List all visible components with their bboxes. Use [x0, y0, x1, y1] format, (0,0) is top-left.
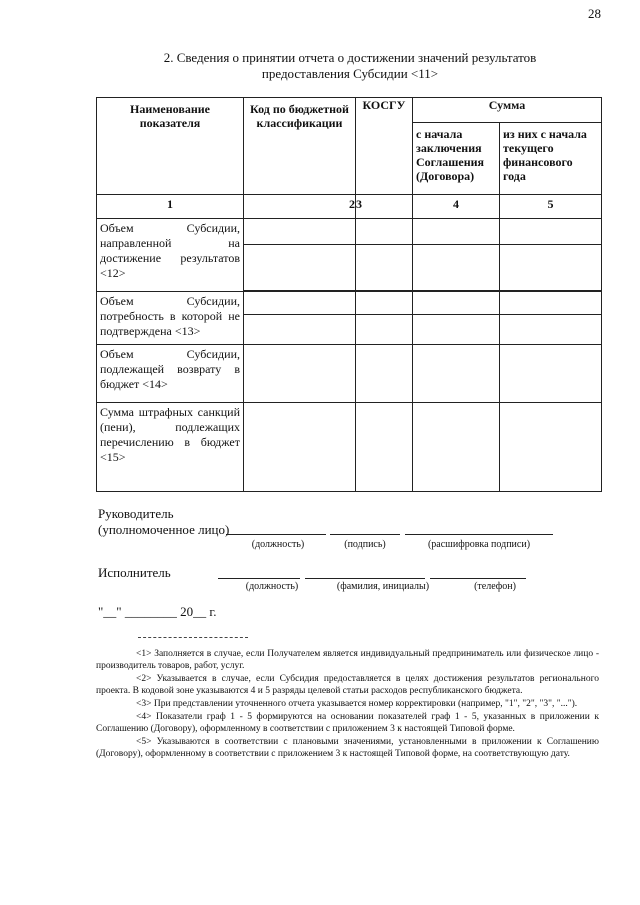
table-cell[interactable] [500, 219, 602, 245]
footnote-1: <1> Заполняется в случае, если Получателем является индивидуальный предприниматель или физическое лицо - производитель товаров, работ, услуг. [96, 649, 599, 671]
table-cell[interactable] [500, 344, 602, 402]
table-cell[interactable] [244, 344, 356, 402]
table-cell[interactable] [413, 245, 500, 291]
column-number-5: 5 [500, 195, 602, 219]
header-sum: Сумма [413, 98, 602, 123]
head-signature-line[interactable] [330, 534, 400, 535]
footnote-2: <2> Указывается в случае, если Субсидия предоставляется в целях достижения результатов регионального проекта. В кодовой зоне указываются 4 и 5 разряды целевой статьи расходов республиканского бюджета. [96, 674, 599, 696]
header-kosgu: КОСГУ [356, 98, 413, 195]
head-caption-decode: (расшифровка подписи) [427, 539, 531, 550]
section-title [130, 50, 570, 82]
section-title-line-1: 2. Сведения о принятии отчета о достижении значений результатов [163, 50, 537, 65]
head-position-line[interactable] [226, 534, 326, 535]
row-label-4: Сумма штрафных санкций (пени), подлежащих перечислению в бюджет <15> [97, 402, 244, 491]
table-cell[interactable] [413, 344, 500, 402]
page-number: 28 [588, 6, 601, 21]
exec-name-line[interactable] [305, 578, 425, 579]
table-cell[interactable] [244, 292, 356, 314]
table-cell[interactable] [413, 402, 500, 491]
report-table [96, 97, 602, 492]
table-cell[interactable] [356, 219, 413, 245]
table-cell[interactable] [413, 314, 500, 344]
row-label-1: Объем Субсидии, направленной на достижение результатов <12> [97, 219, 244, 292]
header-name: Наименование показателя [97, 98, 244, 195]
row-label-3: Объем Субсидии, подлежащей возврату в бюджет <14> [97, 344, 244, 402]
date-line: "__" ________ 20__ г. [98, 604, 217, 619]
header-since-year: из них с начала текущего финансового года [500, 123, 602, 195]
table-cell[interactable] [356, 292, 413, 314]
exec-caption-name: (фамилия, инициалы) [336, 581, 430, 592]
table-cell[interactable] [500, 314, 602, 344]
column-number-3: 3 [356, 195, 413, 219]
table-cell[interactable] [413, 219, 500, 245]
table-cell[interactable] [244, 314, 356, 344]
exec-phone-line[interactable] [430, 578, 526, 579]
table-cell[interactable] [244, 219, 356, 245]
exec-caption-phone: (телефон) [474, 581, 516, 592]
row-label-2: Объем Субсидии, потребность в которой не подтверждена <13> [97, 292, 244, 344]
head-sublabel: (уполномоченное лицо) [98, 522, 230, 537]
table-cell[interactable] [244, 245, 356, 291]
head-caption-position: (должность) [251, 539, 305, 550]
column-number-1: 1 [97, 195, 244, 219]
footnote-5: <5> Указываются в соответствии с плановыми значениями, установленными в приложении к Соглашению (Договору), оформленному в соответствии с приложением 3 к настоящей Типовой форме, на соответствующую дату. [96, 737, 599, 759]
column-number-2: 2 [244, 195, 356, 219]
header-budget-code: Код по бюджетной классификации [244, 98, 356, 195]
head-caption-signature: (подпись) [344, 539, 386, 550]
table-cell[interactable] [500, 245, 602, 291]
exec-caption-position: (должность) [245, 581, 299, 592]
footnote-4: <4> Показатели граф 1 - 5 формируются на основании показателей граф 1 - 5, указанных в приложении к Соглашению (Договору), оформленному в соответствии с приложением 3 к настоящей Типовой форме. [96, 712, 599, 734]
table-cell[interactable] [244, 402, 356, 491]
head-label: Руководитель [98, 506, 174, 521]
head-decode-line[interactable] [405, 534, 553, 535]
table-cell[interactable] [500, 402, 602, 491]
header-since-agreement: с начала заключения Соглашения (Договора) [413, 123, 500, 195]
column-number-4: 4 [413, 195, 500, 219]
table-cell[interactable] [356, 402, 413, 491]
executor-label: Исполнитель [98, 565, 171, 580]
section-title-line-2: предоставления Субсидии <11> [261, 66, 439, 81]
table-cell[interactable] [356, 245, 413, 291]
table-cell[interactable] [413, 292, 500, 314]
footnote-separator [138, 637, 248, 638]
table-cell[interactable] [356, 314, 413, 344]
footnote-3: <3> При представлении уточненного отчета указывается номер корректировки (например, "1", "2", "3", "..."). [136, 699, 578, 709]
exec-position-line[interactable] [218, 578, 300, 579]
table-cell[interactable] [356, 344, 413, 402]
footnotes [96, 648, 599, 761]
table-cell[interactable] [500, 292, 602, 314]
